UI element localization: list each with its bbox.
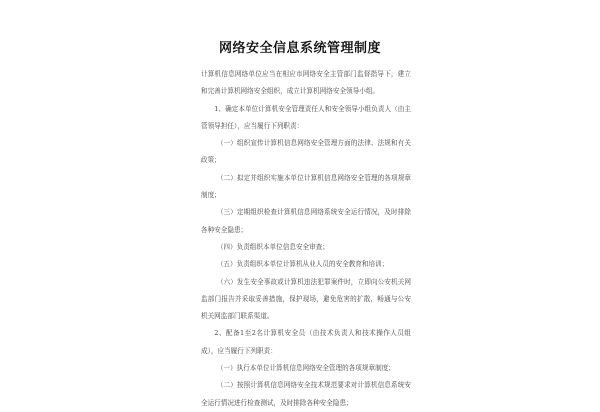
paragraph: （二）按照计算机信息网络安全技术规范要求对计算机信息系统安全运行情况进行检查测试，及时排除各种安全隐患；	[201, 381, 411, 407]
paragraph: 2、配备1至2名计算机安全员（由技术负责人和技术操作人员组成），应当履行下列职责：	[201, 329, 411, 355]
paragraph: （三）定期组织检查计算机信息网络系统安全运行情况，及时排除各种安全隐患；	[201, 208, 411, 234]
paragraph: 1、确定本单位计算机安全管理责任人和安全领导小组负责人（由主管领导担任），应当履行下列职责：	[201, 104, 411, 130]
paragraph: （五）负责组织本单位计算机从业人员的安全教育和培训；	[216, 260, 389, 269]
paragraph: 计算机信息网络单位应当在相应市网络安全主管部门监督指导下，建立和完善计算机网络安全组织，成立计算机网络安全领导小组。	[201, 70, 411, 96]
document-body	[201, 66, 411, 412]
paragraph: （一）执行本单位计算机信息网络安全管理的各项规章制度；	[216, 364, 395, 373]
paragraph: （六）发生安全事故或计算机违法犯罪案件时，立即向公安机关网监部门报告并采取妥善措施，保护现场，避免危害的扩散，畅通与公安机关网监部门联系渠道。	[201, 277, 411, 321]
document-title: 网络安全信息系统管理制度	[218, 41, 381, 56]
paragraph: （一）组织宣传计算机信息网络安全管理方面的法律、法规和有关政策；	[201, 139, 411, 165]
paragraph: （二）拟定并组织实施本单位计算机信息网络安全管理的各项规章制度；	[201, 173, 411, 200]
paragraph: （四）负责组织本单位信息安全审查；	[216, 242, 329, 251]
